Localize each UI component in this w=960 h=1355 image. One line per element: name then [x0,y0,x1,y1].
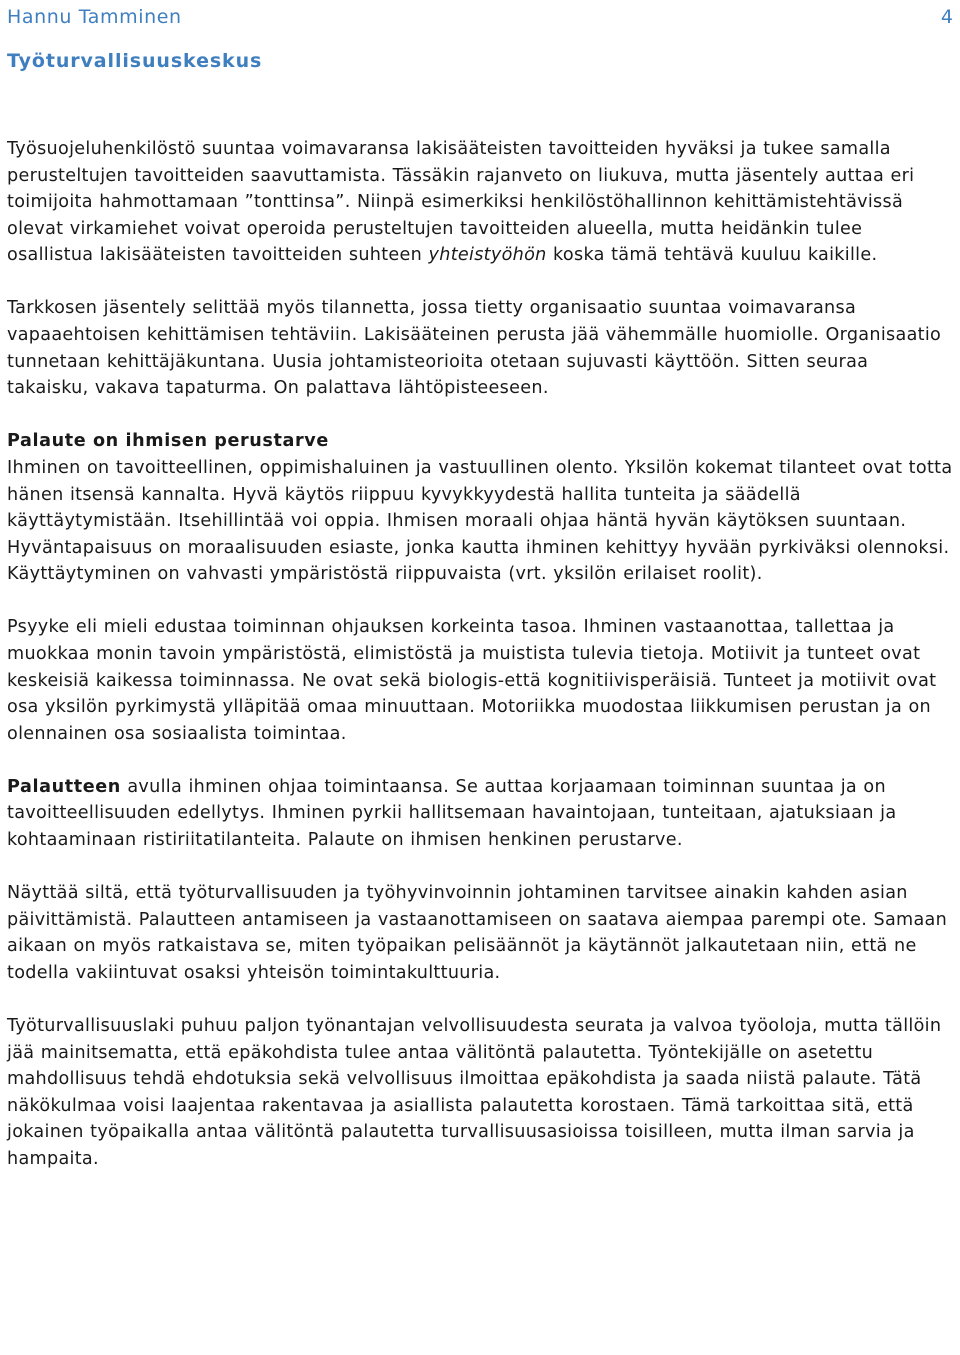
section-heading: Palaute on ihmisen perustarve [7,431,329,452]
paragraph-5 [7,774,955,854]
paragraph-6: Näyttää siltä, että työturvallisuuden ja työhyvinvoinnin johtaminen tarvitsee ainakin kahden asian päivittämistä. Palautteen antamiseen ja vastaanottamiseen on saatava aiempaa parempi ote. Samaan aikaan on myös ratkaistava se, miten työpaikan pelisäännöt ja käytännöt jalkautetaan niin, että ne todella vakiintuvat osaksi yhteisön toimintakulttuuria. [7,883,948,983]
paragraph-4: Psyyke eli mieli edustaa toiminnan ohjauksen korkeinta tasoa. Ihminen vastaanottaa, tallettaa ja muokkaa monin tavoin ympäristöstä, elimistöstä ja muistista tulevia tietoja. Motiivit ja tunteet ovat keskeisiä kaikessa toiminnassa. Ne ovat sekä biologis-että kognitiivisperäisiä. Tunteet ja motiivit ovat osa yksilön pyrkimystä ylläpitää omaa minuuttaan. Motoriikka muodostaa liikkumisen perustan ja on olennainen osa sosiaalista toimintaa. [7,617,937,744]
paragraph-1-italic: yhteistyöhön [428,245,547,266]
page-number: 4 [940,6,953,28]
paragraph-7: Työturvallisuuslaki puhuu paljon työnantajan velvollisuudesta seurata ja valvoa työoloja, mutta tällöin jää mainitsematta, että epäkohdista tulee antaa välitöntä palautetta. Työntekijälle on asetettu mahdollisuus tehdä ehdotuksia sekä velvollisuus ilmoittaa epäkohdista ja saada niistä palaute. Tätä näkökulmaa voisi laajentaa rakentavaa ja asiallista palautetta korostaen. Tämä tarkoittaa sitä, että jokainen työpaikalla antaa välitöntä palautetta turvallisuusasioissa toisilleen, mutta ilman sarvia ja hampaita. [7,1016,942,1169]
paragraph-3: Ihminen on tavoitteellinen, oppimishaluinen ja vastuullinen olento. Yksilön kokemat tilanteet ovat totta hänen itsensä kannalta. Hyvä käytös riippuu kyvykkyydestä hallita tunteita ja säädellä käyttäytymistään. Itsehillintää voi oppia. Ihmisen moraali ohjaa häntä hyvän käytöksen suuntaan. Hyväntapaisuus on moraalisuuden esiaste, jonka kautta ihminen kehittyy hyvään pyrkiväksi olennoksi. Käyttäytyminen on vahvasti ympäristöstä riippuvaista (vrt. yksilön erilaiset roolit). [7,457,953,585]
header-organization: Työturvallisuuskeskus [7,50,263,72]
paragraph-1-text: Työsuojeluhenkilöstö suuntaa voimavaransa lakisääteisten tavoitteiden hyväksi ja tukee samalla perusteltujen tavoitteiden saavuttamista. Tässäkin rajanveto on liukuva, mutta jäsentely auttaa eri toimijoita hahmottamaan ”tonttinsa”. Niinpä esimerkiksi henkilöstöhallinnon kehittämistehtävissä olevat virkamiehet voivat operoida perusteltujen tavoitteiden alueella, mutta heidänkin tulee osallistua lakisääteisten tavoitteiden suhteen [7,139,915,266]
page-header [7,4,953,74]
header-author: Hannu Tamminen [7,6,182,28]
paragraph-1 [7,136,955,269]
document-body [7,136,955,1173]
paragraph-5-text: avulla ihminen ohjaa toimintaansa. Se auttaa korjaamaan toiminnan suuntaa ja on tavoitteellisuuden edellytys. Ihminen pyrkii hallitsemaan havaintojaan, tunteitaan, ajatuksiaan ja kohtaaminaan ristiriitatilanteita. Palaute on ihmisen henkinen perustarve. [7,776,897,851]
paragraph-5-bold: Palautteen [7,776,121,797]
paragraph-2: Tarkkosen jäsentely selittää myös tilannetta, jossa tietty organisaatio suuntaa voimavaransa vapaaehtoisen kehittämisen tehtäviin. Lakisääteinen perusta jää vähemmälle huomiolle. Organisaatio tunnetaan kehittäjäkuntana. Uusia johtamisteorioita otetaan sujuvasti käyttöön. Sitten seuraa takaisku, vakava tapaturma. On palattava lähtöpisteeseen. [7,298,942,399]
paragraph-1-text-end: koska tämä tehtävä kuuluu kaikille. [553,245,878,266]
